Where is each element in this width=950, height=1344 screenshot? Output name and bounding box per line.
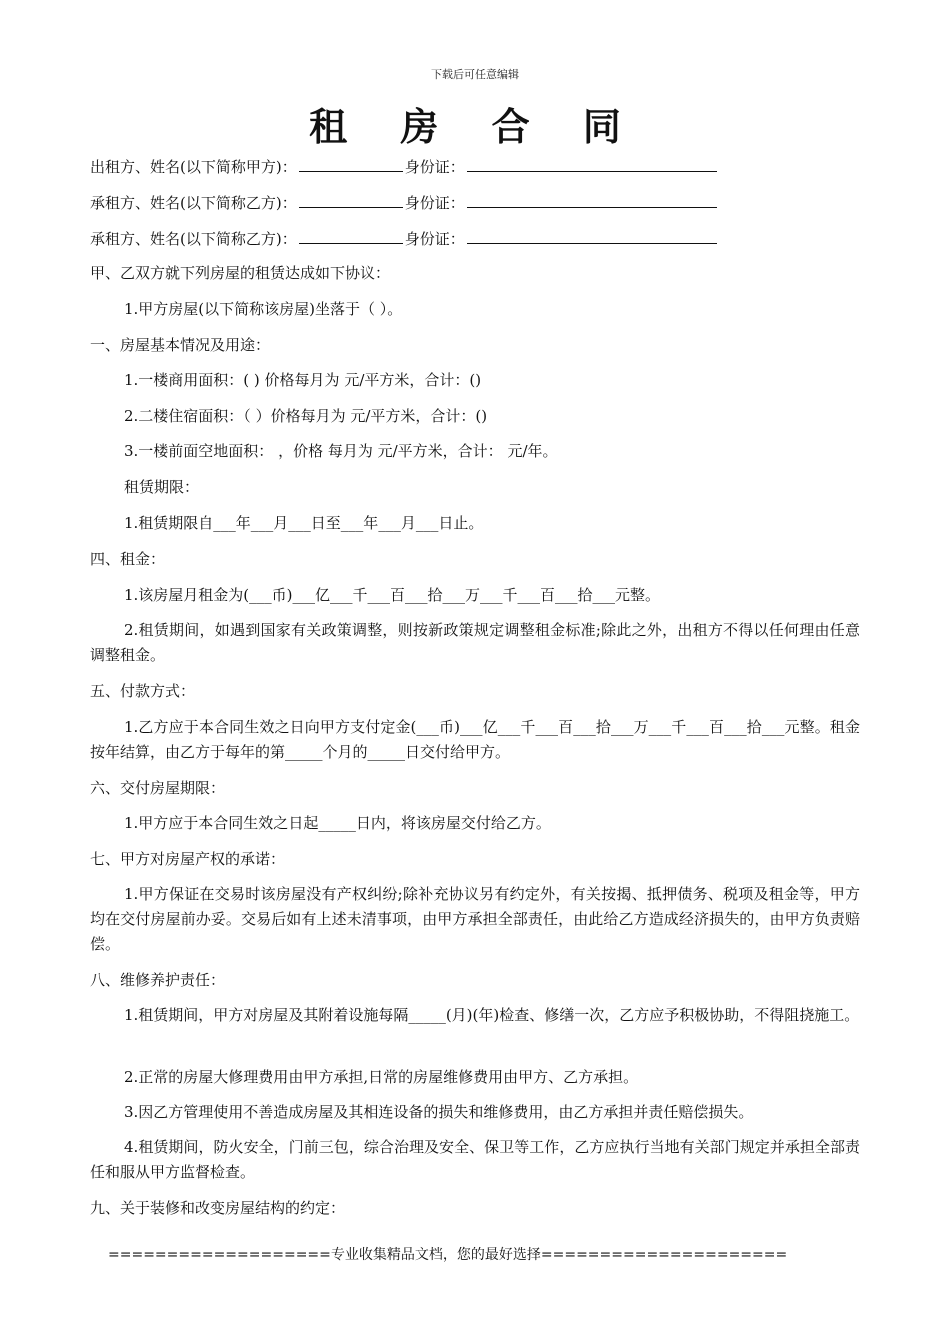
section-8-item-4: 4.租赁期间，防火安全，门前三包，综合治理及安全、保卫等工作，乙方应执行当地有关部门规定并承担全部责任和服从甲方监督检查。 xyxy=(90,1138,860,1181)
name-blank xyxy=(299,191,403,208)
section-1-item-2: 2.二楼住宿面积：（ ）价格每月为 元/平方米，合计：() xyxy=(124,407,488,425)
location-clause: 1.甲方房屋(以下简称该房屋)坐落于（ ）。 xyxy=(124,300,403,318)
contract-title: 租 房 合 同 xyxy=(309,105,641,149)
section-5-item-1: 1.乙方应于本合同生效之日向甲方支付定金(___币)___亿___千___百___拾___万___千___百___拾___元整。租金按年结算，由乙方于每年的第_____个月的_____日交付给甲方。 xyxy=(90,718,860,761)
section-1-item-3: 3.一楼前面空地面积： ，价格 每月为 元/平方米，合计： 元/年。 xyxy=(124,442,558,460)
section-6-item-1: 1.甲方应于本合同生效之日起_____日内，将该房屋交付给乙方。 xyxy=(124,814,551,832)
id-label: 身份证： xyxy=(404,230,465,248)
section-4-item-1: 1.该房屋月租金为(___币)___亿___千___百___拾___万___千___百___拾___元整。 xyxy=(124,586,661,604)
footer-banner: ===================专业收集精品文档，您的最好选择===================== xyxy=(108,1247,788,1263)
section-8-item-2: 2.正常的房屋大修理费用由甲方承担,日常的房屋维修费用由甲方、乙方承担。 xyxy=(124,1068,639,1086)
id-label: 身份证： xyxy=(404,194,465,212)
party-label: 出租方、姓名(以下简称甲方)： xyxy=(90,158,297,176)
section-9-heading: 九、关于装修和改变房屋结构的约定： xyxy=(90,1199,346,1217)
section-1-item-1: 1.一楼商用面积：( ) 价格每月为 元/平方米，合计：() xyxy=(124,371,482,389)
section-1-heading: 一、房屋基本情况及用途： xyxy=(90,336,271,354)
section-7-heading: 七、甲方对房屋产权的承诺： xyxy=(90,850,286,868)
id-blank xyxy=(467,227,717,244)
name-blank xyxy=(299,155,403,172)
id-blank xyxy=(467,191,717,208)
id-blank xyxy=(467,155,717,172)
section-4-item-2: 2.租赁期间，如遇到国家有关政策调整，则按新政策规定调整租金标准;除此之外，出租方不得以任何理由任意调整租金。 xyxy=(90,621,860,664)
section-4-heading: 四、租金： xyxy=(90,550,166,568)
party-label: 承租方、姓名(以下简称乙方)： xyxy=(90,230,297,248)
header-note: 下载后可任意编辑 xyxy=(431,68,519,81)
lease-heading: 租赁期限： xyxy=(124,478,200,496)
party-lessee-2 xyxy=(90,227,719,249)
section-7-item-1: 1.甲方保证在交易时该房屋没有产权纠纷;除补充协议另有约定外，有关按揭、抵押债务、税项及租金等，甲方均在交付房屋前办妥。交易后如有上述未清事项，由甲方承担全部责任，由此给乙方造成经济损失的，由甲方负责赔偿。 xyxy=(90,885,860,953)
party-lessor xyxy=(90,155,719,177)
section-5-heading: 五、付款方式： xyxy=(90,682,196,700)
section-6-heading: 六、交付房屋期限： xyxy=(90,779,226,797)
id-label: 身份证： xyxy=(404,158,465,176)
party-lessee-1 xyxy=(90,191,719,213)
intro-text: 甲、乙双方就下列房屋的租赁达成如下协议： xyxy=(90,264,391,282)
section-8-item-3: 3.因乙方管理使用不善造成房屋及其相连设备的损失和维修费用，由乙方承担并责任赔偿损失。 xyxy=(124,1103,754,1121)
party-label: 承租方、姓名(以下简称乙方)： xyxy=(90,194,297,212)
section-8-item-1: 1.租赁期间，甲方对房屋及其附着设施每隔_____(月)(年)检查、修缮一次，乙方应予积极协助，不得阻挠施工。 xyxy=(124,1006,860,1024)
name-blank xyxy=(299,227,403,244)
section-8-heading: 八、维修养护责任： xyxy=(90,971,226,989)
lease-item-1: 1.租赁期限自___年___月___日至___年___月___日止。 xyxy=(124,514,484,532)
